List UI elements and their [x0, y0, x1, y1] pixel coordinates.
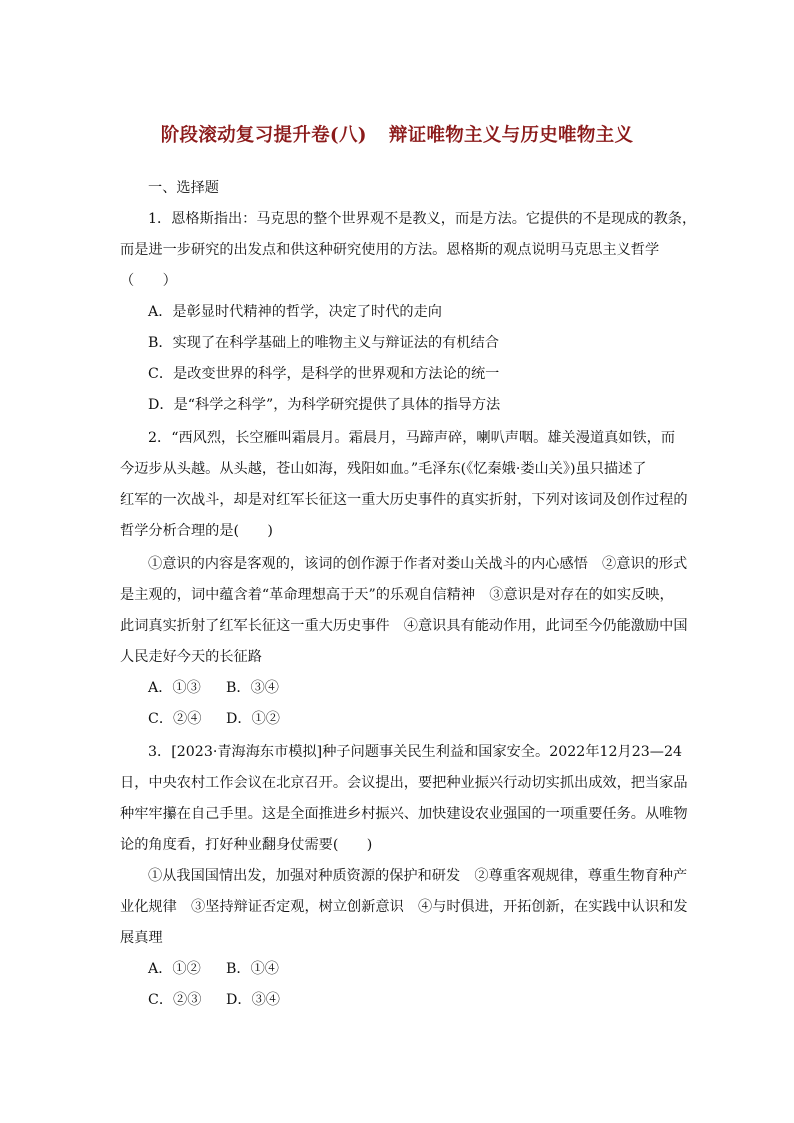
question-2-line-1: 2．“西风烈，长空雁叫霜晨月。霜晨月，马蹄声碎，喇叭声咽。雄关漫道真如铁，而 [148, 430, 676, 446]
question-3-statement-line-3: 展真理 [120, 930, 163, 946]
question-2-options-row-1 [148, 678, 279, 698]
question-3-option-b: B．①④ [226, 961, 279, 977]
question-3-line-2: 日，中央农村工作会议在北京召开。会议提出，要把种业振兴行动切实抓出成效，把当家品 [120, 775, 688, 791]
question-2-option-d: D．①② [226, 711, 280, 727]
question-1-line-1: 1．恩格斯指出：马克思的整个世界观不是教义，而是方法。它提供的不是现成的教条， [148, 211, 697, 227]
question-2-option-b: B．③④ [226, 680, 279, 696]
question-2-line-4: 哲学分析合理的是( ) [120, 523, 273, 539]
question-3-option-c: C．②③ [148, 992, 202, 1008]
question-2-option-a: A．①③ [148, 680, 201, 696]
question-2-line-3: 红军的一次战斗，却是对红军长征这一重大历史事件的真实折射，下列对该词及创作过程的 [120, 492, 688, 508]
question-2-line-2: 今迈步从头越。从头越，苍山如海，残阳如血。”毛泽东(《忆秦娥·娄山关》)虽只描述了 [120, 461, 647, 477]
question-3-option-d: D．③④ [226, 992, 280, 1008]
question-2-statement-line-3: 此词真实折射了红军长征这一重大历史事件 ④意识具有能动作用，此词至今仍能激励中国 [120, 618, 688, 634]
question-1-option-c: C．是改变世界的科学，是科学的世界观和方法论的统一 [148, 366, 500, 382]
question-2-option-c: C．②④ [148, 711, 202, 727]
question-2-options-row-2 [148, 709, 280, 729]
title-main: 阶段滚动复习提升卷(八) [160, 125, 367, 146]
question-3-statement-line-1: ①从我国国情出发，加强对种质资源的保护和研发 ②尊重客观规律，尊重生物育种产 [148, 868, 688, 884]
question-3-statement-line-2: 业化规律 ③坚持辩证否定观，树立创新意识 ④与时俱进，开拓创新，在实践中认识和发 [120, 899, 688, 915]
question-1-option-b: B．实现了在科学基础上的唯物主义与辩证法的有机结合 [148, 335, 499, 351]
question-1-line-3: （ ） [120, 273, 177, 289]
question-3-option-a: A．①② [148, 961, 201, 977]
question-2-statement-line-4: 人民走好今天的长征路 [120, 649, 262, 665]
question-3-line-3: 种牢牢攥在自己手里。这是全面推进乡村振兴、加快建设农业强国的一项重要任务。从唯物 [120, 806, 688, 822]
question-3-options-row-2 [148, 990, 280, 1010]
question-2-statement-line-1: ①意识的内容是客观的，该词的创作源于作者对娄山关战斗的内心感悟 ②意识的形式 [148, 556, 688, 572]
question-2-statement-line-2: 是主观的，词中蕴含着“革命理想高于天”的乐观自信精神 ③意识是对存在的如实反映， [120, 587, 674, 603]
title-sub: 辩证唯物主义与历史唯物主义 [388, 125, 634, 146]
question-1-option-a: A．是彰显时代精神的哲学，决定了时代的走向 [148, 304, 442, 320]
page-title [0, 121, 794, 147]
question-3-options-row-1 [148, 959, 279, 979]
question-3-line-4: 论的角度看，打好种业翻身仗需要( ) [120, 837, 373, 853]
question-1-line-2: 而是进一步研究的出发点和供这种研究使用的方法。恩格斯的观点说明马克思主义哲学 [120, 242, 660, 258]
section-heading: 一、选择题 [148, 180, 219, 196]
question-1-option-d: D．是“科学之科学”，为科学研究提供了具体的指导方法 [148, 397, 501, 413]
question-3-line-1: 3．[2023·青海海东市模拟]种子问题事关民生利益和国家安全。2022年12月23—24 [148, 744, 683, 760]
